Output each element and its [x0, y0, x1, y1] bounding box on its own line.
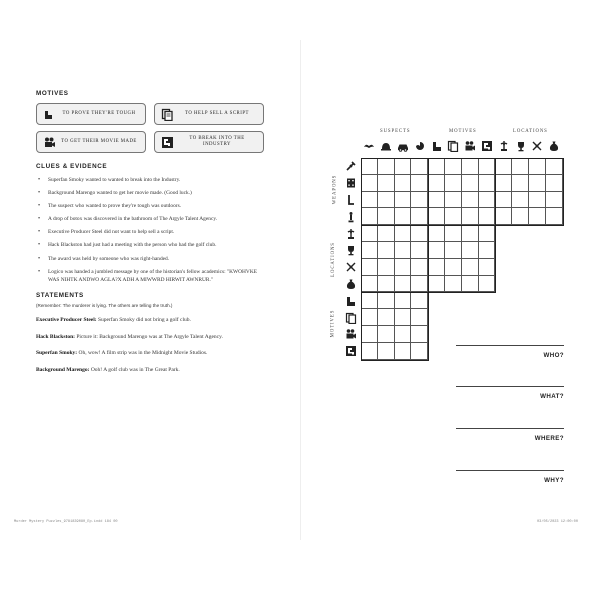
grid-cell[interactable]	[479, 276, 496, 293]
grid-cell[interactable]	[361, 343, 378, 360]
motive-text: TO PROVE THEY'RE TOUGH	[62, 111, 136, 116]
motive-text: TO GET THEIR MOVIE MADE	[61, 139, 137, 144]
answer-why	[456, 470, 564, 484]
sparkle-icon	[531, 140, 543, 152]
grid-cell[interactable]	[411, 225, 428, 242]
answer-label: WHERE?	[534, 435, 564, 442]
print-slug-left: Murder Mystery Puzzles_9781839080_Ep.indd 184 00	[14, 520, 118, 524]
grid-cell[interactable]	[428, 225, 445, 242]
grid-cell[interactable]	[361, 326, 378, 343]
answer-who	[456, 345, 564, 359]
grid-cell[interactable]	[395, 208, 412, 225]
grid-cell[interactable]	[495, 208, 512, 225]
clue-item: • Logico was handed a jumbled message by one of the historian's fellow academics: "KWOHVKE WAS NIHTK ANDWO AGLA?X ADH A MIWWRD HIRWIT AWNRUR."	[36, 268, 268, 285]
answer-where	[456, 428, 564, 442]
grid-cell[interactable]	[512, 192, 529, 209]
trophy-icon	[345, 244, 357, 256]
clues-title: CLUES & EVIDENCE	[36, 163, 108, 170]
statement-speaker: Hack Blackston:	[36, 333, 75, 340]
grid-cell[interactable]	[546, 158, 563, 175]
grid-cell[interactable]	[495, 192, 512, 209]
statements-title: STATEMENTS	[36, 292, 84, 300]
grid-cell[interactable]	[546, 175, 563, 192]
grid-cell[interactable]	[395, 225, 412, 242]
grid-cell[interactable]	[462, 175, 479, 192]
grid-cell[interactable]	[411, 259, 428, 276]
motives-title: MOTIVES	[36, 90, 69, 97]
grid-cell[interactable]	[479, 242, 496, 259]
grid-cell[interactable]	[462, 192, 479, 209]
grid-cell[interactable]	[445, 242, 462, 259]
grid-cell[interactable]	[529, 158, 546, 175]
grid-block	[361, 225, 428, 292]
grid-cell[interactable]	[462, 208, 479, 225]
grid-cell[interactable]	[462, 259, 479, 276]
plant-sign-icon	[498, 140, 510, 152]
swirl-hair-icon	[414, 140, 426, 152]
statement-text: Ooh! A golf club was in The Great Park.	[89, 366, 180, 373]
answer-label: WHO?	[543, 352, 564, 359]
script-pages-icon	[345, 312, 357, 324]
flexed-arm-icon	[431, 140, 443, 152]
grid-cell[interactable]	[395, 292, 412, 309]
grid-cell[interactable]	[495, 158, 512, 175]
grid-cell[interactable]	[361, 242, 378, 259]
grid-cell[interactable]	[445, 158, 462, 175]
print-slug-right: 03/05/2023 12:00:00	[537, 520, 578, 524]
grid-cell[interactable]	[378, 175, 395, 192]
grid-cell[interactable]	[445, 175, 462, 192]
grid-cell[interactable]	[395, 259, 412, 276]
clue-item: • The suspect who wanted to prove they're tough was outdoors.	[36, 202, 268, 210]
movie-camera-icon	[464, 140, 476, 152]
statement-text: Oh, wow! A film strip was in the Midnight Movie Studios.	[77, 350, 208, 357]
grid-block	[428, 158, 495, 225]
grid-cell[interactable]	[395, 192, 412, 209]
grid-cell[interactable]	[479, 158, 496, 175]
grid-cell[interactable]	[529, 175, 546, 192]
grid-cell[interactable]	[361, 309, 378, 326]
grid-cell[interactable]	[462, 158, 479, 175]
moneybag-icon	[345, 278, 357, 290]
break-in-icon	[481, 140, 493, 152]
grid-cell[interactable]	[495, 175, 512, 192]
grid-cell[interactable]	[411, 292, 428, 309]
grid-cell[interactable]	[479, 259, 496, 276]
col-header-suspects: SUSPECTS	[380, 129, 411, 134]
grid-cell[interactable]	[378, 343, 395, 360]
grid-cell[interactable]	[378, 225, 395, 242]
grid-cell[interactable]	[378, 208, 395, 225]
grid-cell[interactable]	[361, 292, 378, 309]
row-header-weapons: WEAPONS	[332, 174, 338, 205]
grid-cell[interactable]	[512, 158, 529, 175]
grid-cell[interactable]	[512, 208, 529, 225]
clue-item: • Executive Producer Steel did not want to help sell a script.	[36, 228, 268, 236]
grid-cell[interactable]	[411, 276, 428, 293]
grid-cell[interactable]	[395, 175, 412, 192]
helmet-icon	[380, 140, 392, 152]
grid-cell[interactable]	[445, 225, 462, 242]
grid-cell[interactable]	[512, 175, 529, 192]
grid-cell[interactable]	[395, 158, 412, 175]
grid-cell[interactable]	[428, 259, 445, 276]
grid-block	[428, 225, 495, 292]
statements-note: (Remember: The murderer is lying. The others are telling the truth.)	[36, 303, 173, 309]
grid-cell[interactable]	[428, 175, 445, 192]
grid-cell[interactable]	[529, 192, 546, 209]
grid-cell[interactable]	[378, 292, 395, 309]
col-header-motives: MOTIVES	[449, 129, 477, 134]
clue-item: • Background Marengo wanted to get her movie made. (Good luck.)	[36, 189, 268, 197]
grid-cell[interactable]	[462, 276, 479, 293]
grid-cell[interactable]	[479, 208, 496, 225]
break-in-icon	[345, 345, 357, 357]
grid-cell[interactable]	[428, 208, 445, 225]
sparkle-icon	[345, 261, 357, 273]
grid-cell[interactable]	[411, 326, 428, 343]
grid-cell[interactable]	[361, 175, 378, 192]
grid-cell[interactable]	[378, 242, 395, 259]
answer-label: WHAT?	[540, 393, 564, 400]
clue-item: • Superfan Smoky wanted to wanted to break into the Industry.	[36, 176, 268, 184]
syringe-icon	[345, 160, 357, 172]
award-statue-icon	[345, 211, 357, 223]
grid-cell[interactable]	[546, 192, 563, 209]
flexed-arm-icon	[345, 295, 357, 307]
grid-cell[interactable]	[445, 276, 462, 293]
row-header-locations: LOCATIONS	[330, 242, 336, 277]
grid-cell[interactable]	[361, 225, 378, 242]
statement-speaker: Superfan Smoky:	[36, 350, 78, 357]
answer-label: WHY?	[544, 477, 564, 484]
motive-text: TO HELP SELL A SCRIPT	[185, 111, 249, 116]
grid-cell[interactable]	[445, 259, 462, 276]
grid-cell[interactable]	[529, 208, 546, 225]
statement-speaker: Background Marengo:	[36, 366, 90, 373]
grid-cell[interactable]	[428, 192, 445, 209]
script-pages-icon	[447, 140, 459, 152]
answer-what	[456, 386, 564, 400]
grid-cell[interactable]	[395, 326, 412, 343]
film-reel-icon	[345, 177, 357, 189]
grid-cell[interactable]	[445, 208, 462, 225]
grid-cell[interactable]	[395, 309, 412, 326]
mustache-icon	[363, 140, 375, 152]
clue-item: • The award was held by someone who was right-handed.	[36, 255, 268, 263]
grid-cell[interactable]	[378, 309, 395, 326]
motive-text: TO BREAK INTO THE INDUSTRY	[189, 136, 245, 147]
statement-speaker: Executive Producer Steel:	[36, 317, 97, 324]
grid-cell[interactable]	[462, 242, 479, 259]
grid-cell[interactable]	[411, 192, 428, 209]
grid-cell[interactable]	[428, 158, 445, 175]
grid-block	[361, 158, 428, 225]
grid-cell[interactable]	[411, 309, 428, 326]
grid-cell[interactable]	[378, 259, 395, 276]
answer-line[interactable]	[456, 345, 564, 346]
grid-cell[interactable]	[411, 158, 428, 175]
grid-cell[interactable]	[361, 276, 378, 293]
statement-text: Superfan Smoky did not bring a golf club.	[96, 317, 191, 324]
movie-camera-icon	[345, 328, 357, 340]
grid-cell[interactable]	[378, 276, 395, 293]
grid-cell[interactable]	[479, 175, 496, 192]
grid-cell[interactable]	[361, 158, 378, 175]
grid-block	[495, 158, 562, 225]
clue-item: • A drop of botox was discovered in the bathroom of The Argyle Talent Agency.	[36, 215, 268, 223]
plant-sign-icon	[345, 228, 357, 240]
answer-line[interactable]	[456, 470, 564, 471]
grid-cell[interactable]	[378, 158, 395, 175]
answer-line[interactable]	[456, 386, 564, 387]
grid-cell[interactable]	[395, 276, 412, 293]
grid-cell[interactable]	[462, 225, 479, 242]
row-header-motives: MOTIVES	[330, 309, 336, 338]
grid-cell[interactable]	[361, 259, 378, 276]
grid-cell[interactable]	[361, 192, 378, 209]
grid-cell[interactable]	[411, 242, 428, 259]
grid-cell[interactable]	[428, 242, 445, 259]
trophy-icon	[515, 140, 527, 152]
grid-cell[interactable]	[395, 343, 412, 360]
grid-cell[interactable]	[445, 192, 462, 209]
grid-cell[interactable]	[395, 242, 412, 259]
answer-line[interactable]	[456, 428, 564, 429]
statement-text: Picture it: Background Marengo was at The Argyle Talent Agency.	[74, 333, 223, 340]
grid-cell[interactable]	[378, 192, 395, 209]
grid-cell[interactable]	[378, 326, 395, 343]
grid-cell[interactable]	[411, 175, 428, 192]
grid-cell[interactable]	[479, 225, 496, 242]
clue-item: • Hack Blackston had just had a meeting with the person who had the golf club.	[36, 241, 268, 249]
grid-block	[361, 292, 428, 359]
golf-club-icon	[345, 194, 357, 206]
grid-cell[interactable]	[411, 343, 428, 360]
grid-cell[interactable]	[411, 208, 428, 225]
moneybag-icon	[548, 140, 560, 152]
grid-cell[interactable]	[428, 276, 445, 293]
col-header-locations: LOCATIONS	[513, 129, 548, 134]
grid-cell[interactable]	[361, 208, 378, 225]
car-icon	[397, 140, 409, 152]
grid-cell[interactable]	[479, 192, 496, 209]
grid-cell[interactable]	[546, 208, 563, 225]
